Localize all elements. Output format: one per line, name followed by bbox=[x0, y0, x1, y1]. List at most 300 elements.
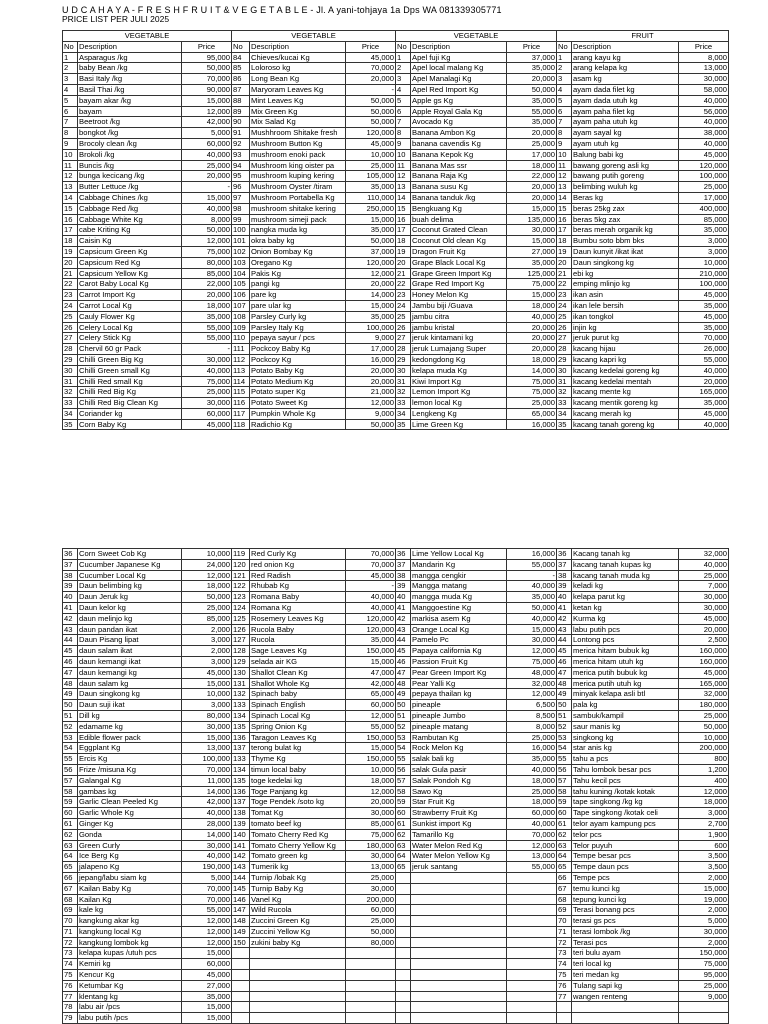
item-description: Apel local malang Kg bbox=[411, 63, 507, 74]
item-description: Apple Royal Gala Kg bbox=[411, 106, 507, 117]
item-description: Lime Green Kg bbox=[411, 419, 507, 430]
item-description: Daun singkong kg bbox=[78, 689, 182, 700]
item-number: 62 bbox=[557, 829, 572, 840]
item-description: Sage Leaves Kg bbox=[250, 646, 346, 657]
item-description: mushroom kuping kering bbox=[250, 171, 346, 182]
item-number: 67 bbox=[63, 883, 78, 894]
item-description: Carot Baby Local Kg bbox=[78, 279, 182, 290]
item-price: 10,000 bbox=[182, 549, 232, 560]
item-number: 84 bbox=[232, 52, 250, 63]
item-price: 35,000 bbox=[507, 257, 557, 268]
item-price: 200,000 bbox=[679, 743, 729, 754]
item-description: saur manis kg bbox=[572, 721, 679, 732]
item-description: Pamelo Pc bbox=[411, 635, 507, 646]
item-number: 65 bbox=[63, 862, 78, 873]
item-number: 39 bbox=[63, 581, 78, 592]
item-number: 97 bbox=[232, 192, 250, 203]
item-number: 3 bbox=[63, 74, 78, 85]
table-row bbox=[63, 106, 729, 117]
item-description: salak Gula pasir bbox=[411, 764, 507, 775]
item-price: 70,000 bbox=[182, 764, 232, 775]
item-price: 75,000 bbox=[507, 656, 557, 667]
table-row bbox=[63, 354, 729, 365]
item-number: 96 bbox=[232, 182, 250, 193]
item-description: kelapa kupas /utuh pcs bbox=[78, 948, 182, 959]
item-price: 35,000 bbox=[507, 63, 557, 74]
item-number: 33 bbox=[63, 398, 78, 409]
item-number: 99 bbox=[232, 214, 250, 225]
item-description: daun salam ikat bbox=[78, 646, 182, 657]
item-number: 38 bbox=[557, 570, 572, 581]
item-price: 30,000 bbox=[346, 851, 396, 862]
item-price: 45,000 bbox=[346, 570, 396, 581]
item-price: 9,000 bbox=[679, 991, 729, 1002]
item-number: 22 bbox=[557, 279, 572, 290]
item-description: cabe Kriting Kg bbox=[78, 225, 182, 236]
item-number: 1 bbox=[63, 52, 78, 63]
item-price: 10,000 bbox=[679, 732, 729, 743]
item-price: 30,000 bbox=[182, 354, 232, 365]
item-price: 7,000 bbox=[679, 581, 729, 592]
item-description: Pear Green Import Kg bbox=[411, 667, 507, 678]
item-number: 111 bbox=[232, 344, 250, 355]
item-price: 19,000 bbox=[679, 894, 729, 905]
item-price: 3,000 bbox=[679, 246, 729, 257]
item-description: Daun kunyit /ikat ikat bbox=[572, 246, 679, 257]
item-price: 60,000 bbox=[346, 700, 396, 711]
item-price: 2,000 bbox=[679, 937, 729, 948]
item-number: 104 bbox=[232, 268, 250, 279]
item-description: markisa asem Kg bbox=[411, 613, 507, 624]
item-number: 54 bbox=[396, 743, 411, 754]
item-number: 58 bbox=[63, 786, 78, 797]
item-description: labu putih pcs bbox=[572, 624, 679, 635]
item-description: Mandarin Kg bbox=[411, 559, 507, 570]
item-price: 35,000 bbox=[679, 398, 729, 409]
item-description: Daun belimbing kg bbox=[78, 581, 182, 592]
item-description: bongkot /kg bbox=[78, 128, 182, 139]
item-price: 13,000 bbox=[679, 63, 729, 74]
item-price: 50,000 bbox=[346, 236, 396, 247]
item-number: 45 bbox=[63, 646, 78, 657]
item-description: Chieves/kucai Kg bbox=[250, 52, 346, 63]
item-number: 69 bbox=[557, 905, 572, 916]
table-row bbox=[63, 872, 729, 883]
item-number: 57 bbox=[557, 775, 572, 786]
item-price: 85,000 bbox=[182, 268, 232, 279]
item-price: 400,000 bbox=[679, 203, 729, 214]
item-price: 65,000 bbox=[507, 408, 557, 419]
item-description: Basi Italy /kg bbox=[78, 74, 182, 85]
item-number: 79 bbox=[63, 1013, 78, 1024]
item-number: 33 bbox=[396, 398, 411, 409]
item-number: 29 bbox=[557, 354, 572, 365]
item-price: 2,700 bbox=[679, 818, 729, 829]
item-description bbox=[250, 980, 346, 991]
item-description bbox=[250, 959, 346, 970]
table-row bbox=[63, 970, 729, 981]
item-price: 40,000 bbox=[679, 95, 729, 106]
item-description: Toge Pendek /soto kg bbox=[250, 797, 346, 808]
item-description: Turnip Baby Kg bbox=[250, 883, 346, 894]
table-row bbox=[63, 592, 729, 603]
item-price: 50,000 bbox=[679, 721, 729, 732]
item-number: 70 bbox=[557, 916, 572, 927]
item-number: 98 bbox=[232, 203, 250, 214]
item-price: 50,000 bbox=[346, 106, 396, 117]
item-price: 40,000 bbox=[182, 149, 232, 160]
item-description bbox=[411, 970, 507, 981]
item-description: Zuccini Green Kg bbox=[250, 916, 346, 927]
item-number: 14 bbox=[63, 192, 78, 203]
item-number: 131 bbox=[232, 678, 250, 689]
item-description: Tomato green kg bbox=[250, 851, 346, 862]
item-description bbox=[572, 1013, 679, 1024]
table-row bbox=[63, 236, 729, 247]
item-description: Coriander kg bbox=[78, 408, 182, 419]
item-number: 23 bbox=[557, 290, 572, 301]
item-price: 15,000 bbox=[182, 192, 232, 203]
item-price: - bbox=[182, 344, 232, 355]
price-table-top bbox=[62, 30, 729, 430]
item-description: Sunkist import Kg bbox=[411, 818, 507, 829]
table-row bbox=[63, 333, 729, 344]
item-number: 110 bbox=[232, 333, 250, 344]
table-row bbox=[63, 613, 729, 624]
item-price: 22,000 bbox=[182, 279, 232, 290]
item-number: 54 bbox=[557, 743, 572, 754]
item-description: Maryoram Leaves Kg bbox=[250, 84, 346, 95]
item-description: Tempe pcs bbox=[572, 872, 679, 883]
item-price: 15,000 bbox=[507, 236, 557, 247]
item-number: 41 bbox=[396, 602, 411, 613]
item-number: 56 bbox=[63, 764, 78, 775]
item-description: Mushroom Portabella Kg bbox=[250, 192, 346, 203]
item-price: 180,000 bbox=[346, 840, 396, 851]
item-number: 22 bbox=[63, 279, 78, 290]
item-description: Daun suji ikat bbox=[78, 700, 182, 711]
item-description: beras merah organik kg bbox=[572, 225, 679, 236]
item-price: 15,000 bbox=[346, 214, 396, 225]
item-number: 32 bbox=[63, 387, 78, 398]
item-number: 74 bbox=[557, 959, 572, 970]
item-description bbox=[411, 980, 507, 991]
item-description: kacang hijau bbox=[572, 344, 679, 355]
item-number: 117 bbox=[232, 408, 250, 419]
item-description: Cabbage Red /kg bbox=[78, 203, 182, 214]
table-row bbox=[63, 743, 729, 754]
item-price: 5,000 bbox=[182, 128, 232, 139]
table-row bbox=[63, 95, 729, 106]
item-description: Lengkeng Kg bbox=[411, 408, 507, 419]
item-price bbox=[507, 937, 557, 948]
price-table-top-body bbox=[63, 52, 729, 430]
item-description: Potato Sweet Kg bbox=[250, 398, 346, 409]
table-row bbox=[63, 689, 729, 700]
item-number: 49 bbox=[557, 689, 572, 700]
item-price: 50,000 bbox=[346, 926, 396, 937]
item-price: 12,000 bbox=[346, 710, 396, 721]
item-number: 12 bbox=[396, 171, 411, 182]
item-price: 70,000 bbox=[346, 559, 396, 570]
item-description: telor ayam kampung pcs bbox=[572, 818, 679, 829]
item-number: 37 bbox=[63, 559, 78, 570]
item-price: 48,000 bbox=[507, 667, 557, 678]
item-description: Mangga matang bbox=[411, 581, 507, 592]
table-row bbox=[63, 948, 729, 959]
item-description: Shallot Clean Kg bbox=[250, 667, 346, 678]
item-number: 30 bbox=[63, 365, 78, 376]
item-price bbox=[679, 1002, 729, 1013]
item-price: 70,000 bbox=[679, 333, 729, 344]
item-price: 55,000 bbox=[182, 322, 232, 333]
item-price: 42,000 bbox=[182, 117, 232, 128]
item-price: 26,000 bbox=[679, 344, 729, 355]
item-number: 24 bbox=[63, 300, 78, 311]
item-number: 7 bbox=[63, 117, 78, 128]
item-number: 135 bbox=[232, 775, 250, 786]
item-number bbox=[232, 970, 250, 981]
table-row bbox=[63, 63, 729, 74]
item-number: 7 bbox=[557, 117, 572, 128]
item-description: Romana Baby bbox=[250, 592, 346, 603]
item-price: 190,000 bbox=[182, 862, 232, 873]
item-description: Apel Manalagi Kg bbox=[411, 74, 507, 85]
item-price: 2,000 bbox=[182, 646, 232, 657]
item-number: 16 bbox=[63, 214, 78, 225]
item-price: 3,500 bbox=[679, 862, 729, 873]
item-price: 18,000 bbox=[182, 300, 232, 311]
item-price: 20,000 bbox=[507, 128, 557, 139]
item-number: 15 bbox=[63, 203, 78, 214]
table-row bbox=[63, 894, 729, 905]
item-description: mangga cengkir bbox=[411, 570, 507, 581]
item-description: jeruk santang bbox=[411, 862, 507, 873]
item-description bbox=[411, 894, 507, 905]
item-number: 149 bbox=[232, 926, 250, 937]
item-number: 19 bbox=[63, 246, 78, 257]
item-price: 45,000 bbox=[182, 667, 232, 678]
item-description: Tahu kecil pcs bbox=[572, 775, 679, 786]
item-price: 12,000 bbox=[182, 926, 232, 937]
item-description: ikan asin bbox=[572, 290, 679, 301]
item-number: 60 bbox=[557, 808, 572, 819]
item-description: Banana tanduk /kg bbox=[411, 192, 507, 203]
item-description: Carrot Local Kg bbox=[78, 300, 182, 311]
item-number: 89 bbox=[232, 106, 250, 117]
item-number bbox=[396, 937, 411, 948]
item-number: 38 bbox=[396, 570, 411, 581]
table-row bbox=[63, 926, 729, 937]
table-row bbox=[63, 559, 729, 570]
item-price: 17,000 bbox=[679, 192, 729, 203]
item-description: kangkung akar kg bbox=[78, 916, 182, 927]
item-price: 15,000 bbox=[507, 203, 557, 214]
item-number: 2 bbox=[396, 63, 411, 74]
item-price: 35,000 bbox=[507, 95, 557, 106]
item-price: 75,000 bbox=[182, 376, 232, 387]
item-number bbox=[232, 1002, 250, 1013]
item-description: Capsicum Green Kg bbox=[78, 246, 182, 257]
item-price: 25,000 bbox=[507, 138, 557, 149]
item-number: 127 bbox=[232, 635, 250, 646]
column-header-no: No bbox=[63, 41, 78, 52]
item-number: 44 bbox=[396, 635, 411, 646]
table-row bbox=[63, 570, 729, 581]
item-number: 95 bbox=[232, 171, 250, 182]
item-price: 60,000 bbox=[182, 138, 232, 149]
item-description: Papaya california Kg bbox=[411, 646, 507, 657]
item-price: 80,000 bbox=[182, 710, 232, 721]
item-number bbox=[396, 894, 411, 905]
item-description: tahu a pcs bbox=[572, 754, 679, 765]
item-number: 51 bbox=[557, 710, 572, 721]
item-description: Radichio Kg bbox=[250, 419, 346, 430]
item-number: 39 bbox=[396, 581, 411, 592]
item-number: 140 bbox=[232, 829, 250, 840]
item-price: 25,000 bbox=[182, 387, 232, 398]
item-number: 144 bbox=[232, 872, 250, 883]
item-price: 3,000 bbox=[679, 808, 729, 819]
item-number: 37 bbox=[396, 559, 411, 570]
item-description: salak bali kg bbox=[411, 754, 507, 765]
item-price bbox=[679, 1013, 729, 1024]
item-description: selada air KG bbox=[250, 656, 346, 667]
item-description: pepaya sayur / pcs bbox=[250, 333, 346, 344]
item-description bbox=[250, 1013, 346, 1024]
price-list-date: PRICE LIST PER JULI 2025 bbox=[62, 14, 170, 24]
item-number: 5 bbox=[63, 95, 78, 106]
item-description: Grape Green Import Kg bbox=[411, 268, 507, 279]
item-number: 57 bbox=[63, 775, 78, 786]
item-number: 10 bbox=[63, 149, 78, 160]
column-header-no: No bbox=[232, 41, 250, 52]
item-description: Tomato Cherry Red Kg bbox=[250, 829, 346, 840]
item-price: - bbox=[182, 182, 232, 193]
item-description bbox=[411, 1002, 507, 1013]
item-description: Rosemery Leaves Kg bbox=[250, 613, 346, 624]
item-number: 8 bbox=[63, 128, 78, 139]
item-number: 17 bbox=[557, 225, 572, 236]
item-number: 23 bbox=[63, 290, 78, 301]
item-price: 3,000 bbox=[182, 656, 232, 667]
item-description: Rucola bbox=[250, 635, 346, 646]
item-number: 6 bbox=[557, 106, 572, 117]
item-description: pala kg bbox=[572, 700, 679, 711]
item-description: Cabbage Chines /kg bbox=[78, 192, 182, 203]
item-number: 56 bbox=[396, 764, 411, 775]
item-description: Balung babi kg bbox=[572, 149, 679, 160]
item-price: 3,000 bbox=[182, 700, 232, 711]
item-number: 142 bbox=[232, 851, 250, 862]
item-description: Bumbu soto bbm bks bbox=[572, 236, 679, 247]
item-price bbox=[507, 905, 557, 916]
table-row bbox=[63, 840, 729, 851]
item-price: 30,000 bbox=[507, 225, 557, 236]
item-description: jalapeno Kg bbox=[78, 862, 182, 873]
item-description: Turnip /lobak Kg bbox=[250, 872, 346, 883]
item-price: 55,000 bbox=[346, 721, 396, 732]
item-description: Avocado Kg bbox=[411, 117, 507, 128]
item-number: 71 bbox=[63, 926, 78, 937]
item-number: 25 bbox=[396, 311, 411, 322]
item-description: ayam sayal kg bbox=[572, 128, 679, 139]
item-description: nangka muda kg bbox=[250, 225, 346, 236]
item-number: 75 bbox=[63, 970, 78, 981]
item-number: 35 bbox=[396, 419, 411, 430]
item-number: 51 bbox=[63, 710, 78, 721]
item-description: Daun kelor kg bbox=[78, 602, 182, 613]
item-price: 70,000 bbox=[346, 549, 396, 560]
item-price: 40,000 bbox=[679, 419, 729, 430]
table-row bbox=[63, 678, 729, 689]
item-description: Chilli Green Big Kg bbox=[78, 354, 182, 365]
item-number: 60 bbox=[63, 808, 78, 819]
item-price: 12,000 bbox=[182, 106, 232, 117]
item-number: 62 bbox=[396, 829, 411, 840]
item-number: 14 bbox=[396, 192, 411, 203]
item-description: Rucola Baby bbox=[250, 624, 346, 635]
item-description: Romana Kg bbox=[250, 602, 346, 613]
category-header: VEGETABLE bbox=[63, 31, 232, 42]
item-price: 35,000 bbox=[679, 322, 729, 333]
item-number: 63 bbox=[63, 840, 78, 851]
table-row bbox=[63, 149, 729, 160]
item-description: Taragon Leaves Kg bbox=[250, 732, 346, 743]
item-price: 13,000 bbox=[182, 743, 232, 754]
item-price: 16,000 bbox=[507, 419, 557, 430]
item-number: 52 bbox=[396, 721, 411, 732]
item-description: Beetroot /kg bbox=[78, 117, 182, 128]
item-number: 147 bbox=[232, 905, 250, 916]
item-number: 24 bbox=[557, 300, 572, 311]
item-price: 20,000 bbox=[507, 333, 557, 344]
item-number: 116 bbox=[232, 398, 250, 409]
item-description: Tahu lombok besar pcs bbox=[572, 764, 679, 775]
item-price: 25,000 bbox=[346, 872, 396, 883]
item-price: 30,000 bbox=[507, 635, 557, 646]
item-number bbox=[396, 991, 411, 1002]
item-description: pineaple matang bbox=[411, 721, 507, 732]
item-number: 134 bbox=[232, 764, 250, 775]
item-price: 165,000 bbox=[679, 387, 729, 398]
item-price: 40,000 bbox=[346, 592, 396, 603]
item-price: 25,000 bbox=[182, 602, 232, 613]
column-header-no: No bbox=[557, 41, 572, 52]
item-number: 26 bbox=[396, 322, 411, 333]
item-number: 63 bbox=[557, 840, 572, 851]
item-description: Chilli Red Big Kg bbox=[78, 387, 182, 398]
item-description: Tomat Kg bbox=[250, 808, 346, 819]
item-price: 120,000 bbox=[679, 160, 729, 171]
item-number: 5 bbox=[396, 95, 411, 106]
item-description: Tamarillo Kg bbox=[411, 829, 507, 840]
item-number: 146 bbox=[232, 894, 250, 905]
item-number: 121 bbox=[232, 570, 250, 581]
item-description: keladi kg bbox=[572, 581, 679, 592]
item-number: 114 bbox=[232, 376, 250, 387]
item-number: 87 bbox=[232, 84, 250, 95]
table-row bbox=[63, 721, 729, 732]
item-price: 37,000 bbox=[507, 52, 557, 63]
item-description: merica hitam bubuk kg bbox=[572, 646, 679, 657]
item-price: 400 bbox=[679, 775, 729, 786]
item-number: 59 bbox=[557, 797, 572, 808]
item-description bbox=[250, 970, 346, 981]
item-number: 93 bbox=[232, 149, 250, 160]
item-description bbox=[411, 937, 507, 948]
item-number: 135 bbox=[232, 721, 250, 732]
